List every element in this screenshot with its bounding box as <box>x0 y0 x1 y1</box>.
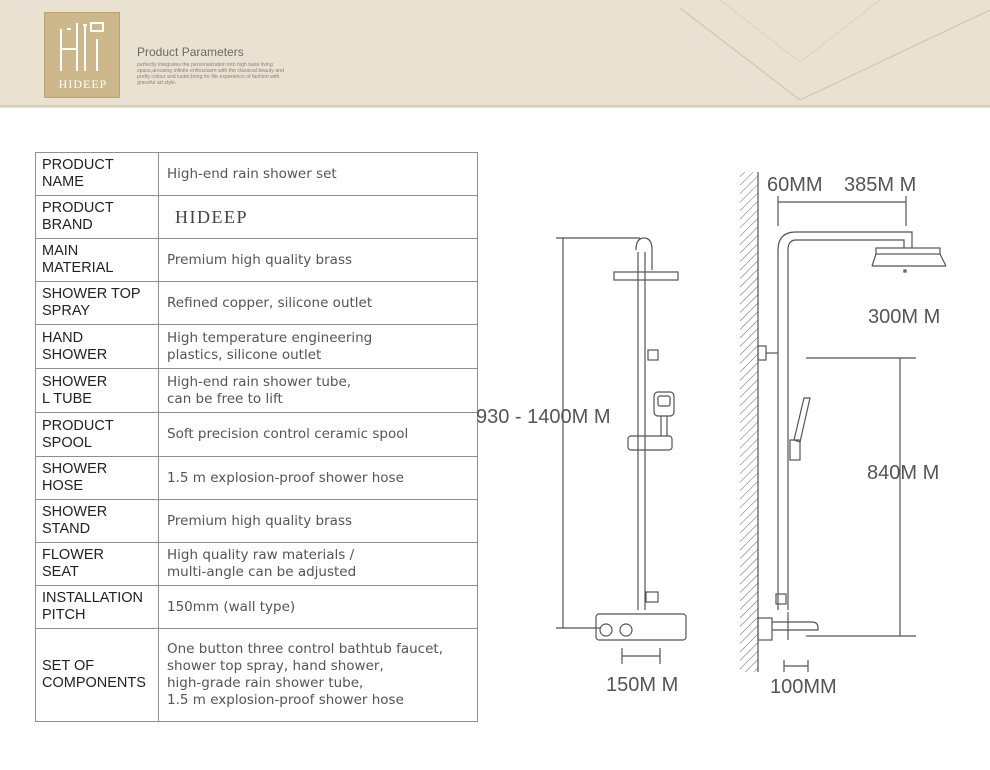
side-view-drawing <box>740 172 946 672</box>
spec-label: SHOWER L TUBE <box>36 369 159 413</box>
spec-label: SET OF COMPONENTS <box>36 629 159 722</box>
spec-label: INSTALLATION PITCH <box>36 586 159 629</box>
spec-label: PRODUCT NAME <box>36 153 159 196</box>
front-mixer <box>596 614 686 640</box>
spec-value: Soft precision control ceramic spool <box>159 413 478 457</box>
section-description: perfectly integrates the personalization into high taste living space,arousing infinite enthusiasm with the classical beauty and pretty colour and luster,bring for life experience of fashion with graceful art style. <box>137 62 285 86</box>
spec-value: High-end rain shower set <box>159 153 478 196</box>
side-shower-head <box>876 248 940 254</box>
spec-value: Premium high quality brass <box>159 239 478 282</box>
spec-label: PRODUCT SPOOL <box>36 413 159 457</box>
spec-value: High temperature engineering plastics, silicone outlet <box>159 325 478 369</box>
spec-value: High quality raw materials / multi-angle can be adjusted <box>159 543 478 586</box>
spec-label: MAIN MATERIAL <box>36 239 159 282</box>
side-hand-shower <box>794 398 810 442</box>
spec-label: SHOWER HOSE <box>36 457 159 500</box>
spec-value: Refined copper, silicone outlet <box>159 282 478 325</box>
front-holder <box>628 436 672 450</box>
spec-value: 150mm (wall type) <box>159 586 478 629</box>
side-height-label: 840M M <box>867 462 940 484</box>
spec-label: HAND SHOWER <box>36 325 159 369</box>
spec-label: SHOWER TOP SPRAY <box>36 282 159 325</box>
spec-value: Premium high quality brass <box>159 500 478 543</box>
logo-text: HIDEEP <box>58 77 108 91</box>
side-spacing-label: 100MM <box>770 676 837 698</box>
front-view-drawing <box>556 238 686 664</box>
arm-length-label: 385M M <box>844 174 917 196</box>
spec-label: SHOWER STAND <box>36 500 159 543</box>
spec-value: High-end rain shower tube, can be free to lift <box>159 369 478 413</box>
spec-label: FLOWER SEAT <box>36 543 159 586</box>
front-spacing-label: 150M M <box>606 674 679 696</box>
front-shower-head <box>614 272 678 280</box>
spec-value: HIDEEP <box>159 196 478 239</box>
spec-label: PRODUCT BRAND <box>36 196 159 239</box>
height-range-label: 930 - 1400M M <box>476 406 611 428</box>
spec-value: One button three control bathtub faucet, shower top spray, hand shower, high-grade rain shower tube, 1.5 m explosion-proof shower hose <box>159 629 478 722</box>
head-diameter-label: 300M M <box>868 306 941 328</box>
spec-value: 1.5 m explosion-proof shower hose <box>159 457 478 500</box>
section-title: Product Parameters <box>137 45 244 59</box>
wall-hatch <box>740 172 758 672</box>
wall-offset-label: 60MM <box>767 174 823 196</box>
